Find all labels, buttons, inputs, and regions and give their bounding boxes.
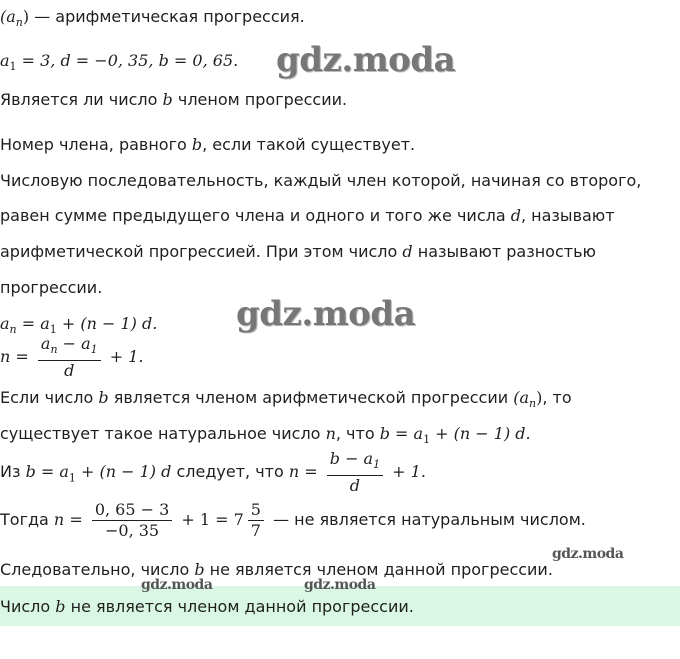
formula-n xyxy=(0,334,144,381)
fraction-denominator: d xyxy=(64,361,75,381)
text: , если такой существует. xyxy=(202,135,416,154)
fraction-numerator: 5 xyxy=(248,500,264,521)
math: ) xyxy=(536,388,543,407)
fraction-denominator: d xyxy=(349,476,361,496)
math-d: d xyxy=(402,242,413,261)
text: Номер члена, равного xyxy=(0,135,192,154)
text: Из xyxy=(0,462,26,482)
fraction-numerator xyxy=(327,449,383,476)
answer-line xyxy=(0,596,414,618)
text: называют разностью xyxy=(412,242,596,261)
math-values: = 3, d = −0, 35, b = 0, 65. xyxy=(16,51,239,70)
fraction-denominator: 7 xyxy=(250,521,261,540)
text: является членом арифметической прогрессии xyxy=(108,388,514,407)
fraction-denominator: −0, 35 xyxy=(104,521,160,540)
math-b: b xyxy=(194,560,205,579)
math-subscript: 1 xyxy=(373,458,381,472)
math: b − a xyxy=(329,449,374,468)
math-subscript: 1 xyxy=(90,343,98,357)
math: a xyxy=(40,334,51,353)
math: a xyxy=(0,314,10,333)
math-subscript: n xyxy=(529,397,537,411)
definition-line-2 xyxy=(0,205,615,227)
text: существует такое натуральное число xyxy=(0,424,326,443)
watermark-logo: gdz.moda xyxy=(552,546,624,562)
math: + 1. xyxy=(104,347,144,367)
text: , что xyxy=(335,424,380,443)
text: Является ли число xyxy=(0,90,163,109)
math-paren: ) xyxy=(22,7,30,26)
math-subscript: 1 xyxy=(49,323,57,337)
math-b: b xyxy=(162,90,173,109)
solution-line-3 xyxy=(0,449,426,496)
math-fraction xyxy=(92,500,172,541)
math: n = xyxy=(0,347,34,367)
definition-line-3 xyxy=(0,241,596,263)
text: Число xyxy=(0,597,56,616)
text: Числовую последовательность, каждый член которой, начиная со второго, xyxy=(0,171,642,190)
conclusion-line xyxy=(0,559,553,581)
text: членом прогрессии. xyxy=(172,90,348,109)
math-n: n xyxy=(325,424,336,443)
math-subscript: 1 xyxy=(68,471,76,485)
definition-line-1 xyxy=(0,170,641,192)
solution-line-4 xyxy=(0,500,586,541)
text: Если число xyxy=(0,388,99,407)
math-a1: a xyxy=(0,51,10,70)
problem-line-1 xyxy=(0,6,305,34)
text: — арифметическая прогрессия. xyxy=(29,7,305,26)
problem-line-2 xyxy=(0,50,238,78)
math: n = xyxy=(288,462,323,482)
math: + (n − 1) d. xyxy=(56,314,158,333)
solution-line-2 xyxy=(0,423,531,451)
fraction-numerator xyxy=(38,334,101,361)
math: − a xyxy=(57,334,91,353)
text: , называют xyxy=(520,206,615,225)
text: арифметической прогрессией. При этом число xyxy=(0,242,403,261)
math-subscript: n xyxy=(15,16,23,30)
math-sequence: (a xyxy=(0,7,16,26)
definition-line-4 xyxy=(0,277,102,299)
math: + 1 = 7 xyxy=(176,510,244,529)
fraction-numerator: 0, 65 − 3 xyxy=(92,500,172,521)
math-subscript: n xyxy=(50,343,58,357)
question-line-2 xyxy=(0,134,415,156)
math-subscript: n xyxy=(9,323,17,337)
math-fraction xyxy=(327,449,383,496)
text: следует, что xyxy=(171,462,289,482)
text: , то xyxy=(542,388,572,407)
math: + (n − 1) d. xyxy=(430,424,531,443)
text: равен сумме предыдущего члена и одного и того же числа xyxy=(0,206,511,225)
math: + 1. xyxy=(387,462,426,482)
math-subscript: 1 xyxy=(423,433,431,447)
math-b: b xyxy=(191,135,203,154)
math: n = xyxy=(53,510,88,529)
watermark-logo: gdz.moda xyxy=(236,294,416,334)
text: прогрессии. xyxy=(0,278,103,297)
question-line-1 xyxy=(0,89,347,111)
math-d: d xyxy=(510,206,521,225)
math-mixed-fraction xyxy=(248,500,264,541)
watermark-logo: gdz.moda xyxy=(276,40,456,80)
text: не является членом данной прогрессии. xyxy=(204,560,553,579)
math: b = a xyxy=(25,462,69,482)
text: не является членом данной прогрессии. xyxy=(65,597,414,616)
math-b: b xyxy=(55,597,66,616)
math: (a xyxy=(513,388,529,407)
text: — не является натуральным числом. xyxy=(267,510,586,529)
math: = a xyxy=(16,314,50,333)
text: Следовательно, число xyxy=(0,560,195,579)
solution-line-1 xyxy=(0,387,572,415)
watermark-logo: gdz.moda xyxy=(304,577,376,593)
text: Тогда xyxy=(0,510,54,529)
math: b = a xyxy=(379,424,424,443)
math-fraction xyxy=(38,334,101,381)
watermark-logo: gdz.moda xyxy=(141,577,213,593)
math: + (n − 1) d xyxy=(75,462,172,482)
math-subscript: 1 xyxy=(9,60,17,74)
math-b: b xyxy=(98,388,109,407)
